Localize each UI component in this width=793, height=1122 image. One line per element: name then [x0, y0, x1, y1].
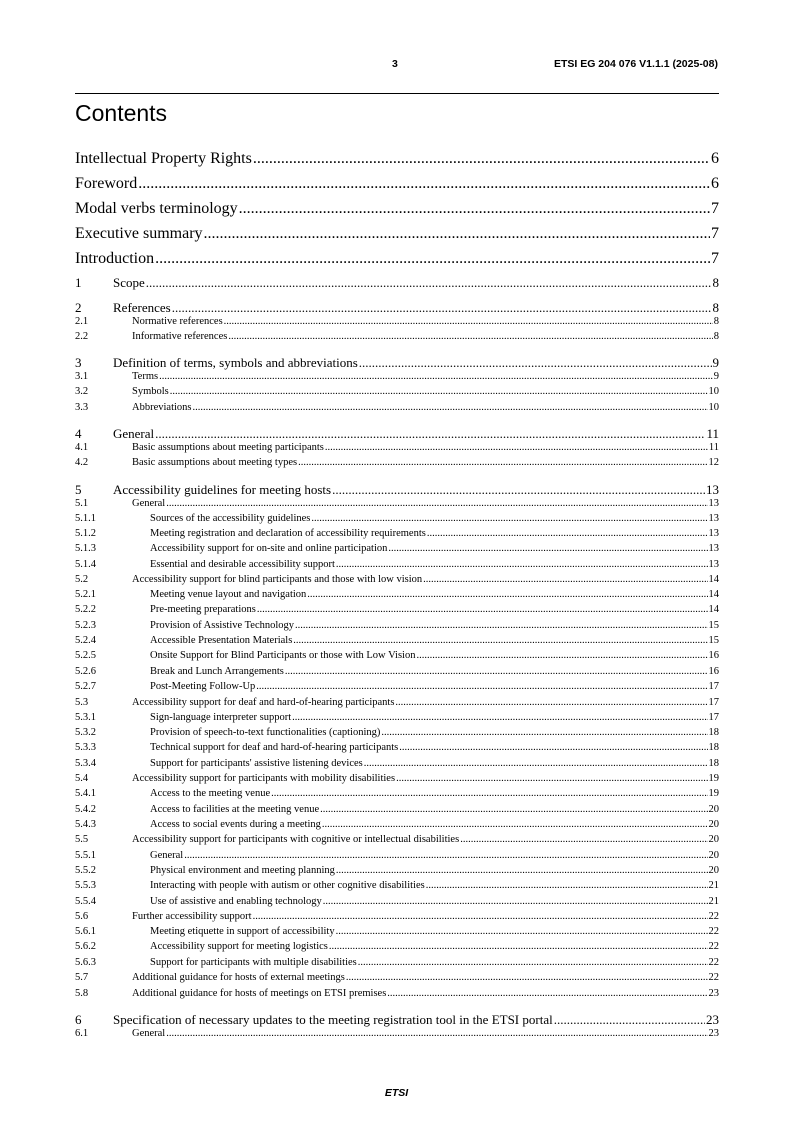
- toc-entry-number: 5.3.1: [75, 712, 96, 723]
- toc-entry[interactable]: [75, 865, 719, 878]
- toc-entry[interactable]: [75, 988, 719, 1001]
- toc-entry-page: 13: [708, 559, 719, 570]
- toc-entry[interactable]: [75, 200, 719, 218]
- toc-leader-dots: [293, 635, 707, 646]
- toc-entry[interactable]: [75, 559, 719, 572]
- toc-entry-number: 1: [75, 275, 82, 290]
- toc-entry[interactable]: [75, 896, 719, 909]
- toc-entry-title: Support for participants with multiple disabilities: [150, 957, 357, 968]
- toc-entry-page: 14: [708, 589, 719, 600]
- toc-entry-title: General: [113, 426, 155, 441]
- toc-entry[interactable]: [75, 620, 719, 633]
- toc-entry-title: Meeting registration and declaration of accessibility requirements: [150, 528, 426, 539]
- toc-leader-dots: [155, 426, 705, 442]
- toc-entry-title: General: [132, 498, 166, 509]
- toc-entry-title: Meeting etiquette in support of accessibility: [150, 926, 335, 937]
- toc-entry[interactable]: [75, 513, 719, 526]
- page-title: Contents: [75, 100, 168, 126]
- toc-entry[interactable]: [75, 804, 719, 817]
- toc-entry-title: Accessibility support for blind participants and those with low vision: [132, 574, 423, 585]
- toc-entry-title: Scope: [113, 275, 145, 290]
- toc-entry-page: 8: [713, 331, 719, 342]
- toc-leader-dots: [159, 371, 713, 382]
- toc-entry-page: 15: [708, 620, 719, 631]
- toc-entry-title: Post-Meeting Follow-Up: [150, 681, 256, 692]
- toc-entry[interactable]: [75, 880, 719, 893]
- toc-entry-page: 16: [708, 650, 719, 661]
- toc-leader-dots: [253, 150, 710, 168]
- toc-entry-title: Provision of Assistive Technology: [150, 620, 295, 631]
- toc-entry[interactable]: [75, 834, 719, 847]
- toc-leader-dots: [416, 650, 707, 661]
- toc-leader-dots: [295, 620, 707, 631]
- toc-entry-title: Terms: [132, 371, 159, 382]
- toc-entry-number: 5.6: [75, 911, 89, 922]
- toc-entry-number: 5.5.4: [75, 896, 96, 907]
- toc-entry-number: 5.6.2: [75, 941, 96, 952]
- toc-entry[interactable]: [75, 386, 719, 399]
- toc-leader-dots: [298, 457, 707, 468]
- toc-entry[interactable]: [75, 712, 719, 725]
- toc-entry-page: 19: [708, 788, 719, 799]
- toc-entry[interactable]: [75, 402, 719, 415]
- toc-entry-title: Accessibility support for deaf and hard-of-hearing participants: [132, 697, 395, 708]
- toc-leader-dots: [155, 250, 710, 268]
- toc-leader-dots: [387, 988, 707, 999]
- toc-entry[interactable]: [75, 426, 719, 442]
- toc-entry-number: 5.2.1: [75, 589, 96, 600]
- toc-entry-page: 13: [708, 528, 719, 539]
- toc-entry-page: 13: [708, 543, 719, 554]
- toc-entry-number: 4.2: [75, 457, 89, 468]
- toc-leader-dots: [346, 972, 708, 983]
- toc-leader-dots: [170, 386, 708, 397]
- toc-entry[interactable]: [75, 482, 719, 498]
- toc-entry[interactable]: [75, 150, 719, 168]
- toc-leader-dots: [332, 482, 705, 498]
- toc-entry-title: Foreword: [75, 175, 138, 192]
- toc-entry-number: 5.2: [75, 574, 89, 585]
- toc-entry-title: Normative references: [132, 316, 223, 327]
- toc-leader-dots: [224, 316, 713, 327]
- toc-entry-number: 5.1.3: [75, 543, 96, 554]
- toc-entry[interactable]: [75, 498, 719, 511]
- toc-entry-page: 10: [708, 386, 719, 397]
- toc-entry-number: 5.5.3: [75, 880, 96, 891]
- toc-entry[interactable]: [75, 697, 719, 710]
- toc-entry-title: Accessibility guidelines for meeting hosts: [113, 482, 332, 497]
- toc-entry[interactable]: [75, 788, 719, 801]
- toc-leader-dots: [381, 727, 707, 738]
- toc-entry[interactable]: [75, 819, 719, 832]
- toc-leader-dots: [292, 712, 707, 723]
- toc-leader-dots: [307, 589, 707, 600]
- toc-entry-page: 13: [708, 498, 719, 509]
- toc-entry[interactable]: [75, 331, 719, 344]
- toc-entry-page: 22: [708, 957, 719, 968]
- toc-entry-number: 5.8: [75, 988, 89, 999]
- toc-entry-title: Additional guidance for hosts of meetings on ETSI premises: [132, 988, 387, 999]
- toc-entry-page: 21: [708, 896, 719, 907]
- toc-entry-page: 18: [708, 727, 719, 738]
- toc-entry-title: Pre-meeting preparations: [150, 604, 256, 615]
- toc-entry-page: 23: [708, 1028, 719, 1039]
- toc-entry-title: Onsite Support for Blind Participants or those with Low Vision: [150, 650, 416, 661]
- toc-leader-dots: [204, 225, 710, 243]
- toc-entry-page: 21: [708, 880, 719, 891]
- toc-entry[interactable]: [75, 941, 719, 954]
- toc-entry-title: Accessibility support for on-site and online participation: [150, 543, 388, 554]
- toc-entry-number: 5.7: [75, 972, 89, 983]
- toc-leader-dots: [239, 200, 710, 218]
- toc-entry[interactable]: [75, 1012, 719, 1028]
- toc-entry[interactable]: [75, 972, 719, 985]
- toc-entry-page: 20: [708, 850, 719, 861]
- toc-entry-page: 7: [711, 250, 719, 267]
- toc-entry-page: 22: [708, 972, 719, 983]
- toc-entry-number: 5.4.2: [75, 804, 96, 815]
- toc-entry-title: Additional guidance for hosts of external meetings: [132, 972, 345, 983]
- toc-entry-page: 22: [708, 911, 719, 922]
- toc-entry[interactable]: [75, 528, 719, 541]
- toc-entry-page: 23: [706, 1012, 719, 1027]
- toc-leader-dots: [271, 788, 707, 799]
- toc-leader-dots: [311, 513, 707, 524]
- toc-entry-page: 13: [708, 513, 719, 524]
- toc-entry-page: 11: [708, 442, 719, 453]
- toc-entry-number: 5.1: [75, 498, 89, 509]
- toc-entry-title: Further accessibility support: [132, 911, 252, 922]
- toc-leader-dots: [228, 331, 712, 342]
- toc-entry-title: Introduction: [75, 250, 155, 267]
- toc-entry-title: Physical environment and meeting planning: [150, 865, 335, 876]
- toc-entry-title: Informative references: [132, 331, 228, 342]
- toc-entry[interactable]: [75, 926, 719, 939]
- toc-entry-number: 3.1: [75, 371, 89, 382]
- toc-entry-title: Meeting venue layout and navigation: [150, 589, 307, 600]
- toc-entry[interactable]: [75, 371, 719, 384]
- toc-leader-dots: [320, 804, 707, 815]
- toc-entry[interactable]: [75, 175, 719, 193]
- toc-leader-dots: [359, 355, 712, 371]
- toc-entry-title: General: [150, 850, 184, 861]
- toc-entry[interactable]: [75, 635, 719, 648]
- toc-entry-title: General: [132, 1028, 166, 1039]
- toc-leader-dots: [336, 865, 708, 876]
- toc-entry-page: 22: [708, 941, 719, 952]
- toc-entry-number: 5.5.2: [75, 865, 96, 876]
- toc-leader-dots: [256, 681, 707, 692]
- toc-entry-title: Intellectual Property Rights: [75, 150, 252, 167]
- toc-entry-page: 20: [708, 865, 719, 876]
- toc-leader-dots: [388, 543, 707, 554]
- toc-entry-title: Break and Lunch Arrangements: [150, 666, 284, 677]
- toc-entry-page: 15: [708, 635, 719, 646]
- toc-entry-number: 5.2.3: [75, 620, 96, 631]
- toc-entry-page: 23: [708, 988, 719, 999]
- toc-leader-dots: [285, 666, 708, 677]
- toc-entry-number: 5.3.2: [75, 727, 96, 738]
- toc-entry-page: 10: [708, 402, 719, 413]
- toc-entry[interactable]: [75, 457, 719, 470]
- toc-entry-page: 17: [708, 697, 719, 708]
- toc-entry-page: 8: [712, 300, 719, 315]
- toc-entry-page: 19: [708, 773, 719, 784]
- toc-leader-dots: [396, 773, 707, 784]
- toc-entry[interactable]: [75, 650, 719, 663]
- toc-entry-title: Access to the meeting venue: [150, 788, 271, 799]
- toc-entry[interactable]: [75, 1028, 719, 1041]
- toc-entry[interactable]: [75, 543, 719, 556]
- header-page-number: 3: [392, 58, 398, 70]
- toc-entry[interactable]: [75, 850, 719, 863]
- toc-entry-number: 5.5: [75, 834, 89, 845]
- toc-entry[interactable]: [75, 442, 719, 455]
- toc-entry-page: 9: [713, 371, 719, 382]
- toc-entry-number: 5.2.2: [75, 604, 96, 615]
- toc-entry-page: 18: [708, 742, 719, 753]
- toc-leader-dots: [336, 559, 708, 570]
- toc-entry-page: 20: [708, 834, 719, 845]
- toc-entry-page: 17: [708, 681, 719, 692]
- toc-leader-dots: [358, 957, 708, 968]
- toc-entry[interactable]: [75, 355, 719, 371]
- toc-entry[interactable]: [75, 758, 719, 771]
- toc-entry-number: 5.3.3: [75, 742, 96, 753]
- toc-entry-number: 5.5.1: [75, 850, 96, 861]
- toc-entry-page: 12: [708, 457, 719, 468]
- toc-entry-title: Accessibility support for participants with cognitive or intellectual disabilities: [132, 834, 460, 845]
- toc-leader-dots: [325, 442, 708, 453]
- toc-entry-title: Technical support for deaf and hard-of-hearing participants: [150, 742, 399, 753]
- toc-entry-number: 5.6.3: [75, 957, 96, 968]
- toc-leader-dots: [184, 850, 707, 861]
- toc-entry[interactable]: [75, 773, 719, 786]
- toc-entry-page: 6: [711, 175, 719, 192]
- toc-entry-page: 8: [712, 275, 719, 290]
- toc-leader-dots: [193, 402, 708, 413]
- toc-entry-title: Accessible Presentation Materials: [150, 635, 293, 646]
- toc-leader-dots: [172, 300, 712, 316]
- toc-entry-title: Use of assistive and enabling technology: [150, 896, 322, 907]
- header-rule: [75, 93, 719, 94]
- toc-entry-number: 5.1.4: [75, 559, 96, 570]
- toc-entry-number: 5.4: [75, 773, 89, 784]
- toc-entry-number: 4.1: [75, 442, 89, 453]
- toc-entry-title: Accessibility support for participants with mobility disabilities: [132, 773, 396, 784]
- toc-leader-dots: [146, 275, 712, 291]
- toc-entry-page: 6: [711, 150, 719, 167]
- toc-entry-number: 6: [75, 1012, 82, 1027]
- toc-leader-dots: [166, 498, 707, 509]
- toc-entry-page: 20: [708, 819, 719, 830]
- toc-entry-title: Basic assumptions about meeting types: [132, 457, 298, 468]
- toc-entry-title: Provision of speech-to-text functionalities (captioning): [150, 727, 381, 738]
- toc-entry[interactable]: [75, 666, 719, 679]
- toc-entry-title: Essential and desirable accessibility support: [150, 559, 335, 570]
- toc-entry-number: 5.4.1: [75, 788, 96, 799]
- toc-entry-number: 5.2.6: [75, 666, 96, 677]
- toc-leader-dots: [166, 1028, 707, 1039]
- toc-entry-title: Abbreviations: [132, 402, 192, 413]
- toc-entry-title: Access to facilities at the meeting venue: [150, 804, 320, 815]
- toc-entry-title: Basic assumptions about meeting participants: [132, 442, 324, 453]
- toc-entry-number: 5.2.5: [75, 650, 96, 661]
- toc-entry-page: 7: [711, 200, 719, 217]
- toc-entry-number: 3.2: [75, 386, 89, 397]
- toc-entry-title: Executive summary: [75, 225, 203, 242]
- toc-entry[interactable]: [75, 589, 719, 602]
- toc-entry-title: Definition of terms, symbols and abbreviations: [113, 355, 358, 370]
- toc-entry-number: 6.1: [75, 1028, 89, 1039]
- toc-leader-dots: [253, 911, 708, 922]
- toc-entry-number: 4: [75, 426, 82, 441]
- toc-entry-number: 5.1.1: [75, 513, 96, 524]
- toc-leader-dots: [138, 175, 710, 193]
- toc-entry[interactable]: [75, 300, 719, 316]
- toc-leader-dots: [426, 880, 708, 891]
- toc-entry-title: Support for participants' assistive listening devices: [150, 758, 363, 769]
- toc-entry-number: 5.3.4: [75, 758, 96, 769]
- toc-entry[interactable]: [75, 604, 719, 617]
- toc-entry[interactable]: [75, 681, 719, 694]
- toc-entry[interactable]: [75, 250, 719, 268]
- toc-entry-number: 5.4.3: [75, 819, 96, 830]
- toc-leader-dots: [427, 528, 708, 539]
- toc-entry-title: Interacting with people with autism or other cognitive disabilities: [150, 880, 425, 891]
- toc-entry-title: Symbols: [132, 386, 169, 397]
- toc-leader-dots: [395, 697, 707, 708]
- toc-entry-number: 2.1: [75, 316, 89, 327]
- toc-leader-dots: [257, 604, 708, 615]
- toc-entry-number: 2.2: [75, 331, 89, 342]
- toc-leader-dots: [423, 574, 707, 585]
- toc-leader-dots: [322, 819, 708, 830]
- toc-entry-number: 5: [75, 482, 82, 497]
- toc-entry-page: 9: [712, 355, 719, 370]
- toc-entry-number: 5.1.2: [75, 528, 96, 539]
- toc-entry-page: 16: [708, 666, 719, 677]
- toc-entry[interactable]: [75, 225, 719, 243]
- toc-entry-title: Specification of necessary updates to the meeting registration tool in the ETSI portal: [113, 1012, 553, 1027]
- toc-entry-number: 5.6.1: [75, 926, 96, 937]
- toc-leader-dots: [460, 834, 707, 845]
- toc-entry-title: Modal verbs terminology: [75, 200, 238, 217]
- toc-entry[interactable]: [75, 727, 719, 740]
- toc-entry-title: References: [113, 300, 171, 315]
- toc-entry-number: 2: [75, 300, 82, 315]
- toc-entry-number: 5.2.7: [75, 681, 96, 692]
- header-document-id: ETSI EG 204 076 V1.1.1 (2025-08): [553, 58, 718, 70]
- toc-entry[interactable]: [75, 275, 719, 291]
- toc-entry-title: Access to social events during a meeting: [150, 819, 321, 830]
- toc-entry-page: 8: [713, 316, 719, 327]
- toc-entry-page: 11: [706, 426, 719, 441]
- toc-entry-number: 5.3: [75, 697, 89, 708]
- toc-entry-page: 14: [708, 604, 719, 615]
- toc-leader-dots: [323, 896, 708, 907]
- toc-entry-page: 22: [708, 926, 719, 937]
- toc-entry[interactable]: [75, 911, 719, 924]
- toc-entry-page: 14: [708, 574, 719, 585]
- toc-leader-dots: [554, 1012, 705, 1028]
- footer-etsi: ETSI: [384, 1087, 409, 1099]
- toc-leader-dots: [336, 926, 708, 937]
- toc-leader-dots: [399, 742, 707, 753]
- toc-entry-number: 3: [75, 355, 82, 370]
- toc-entry-page: 20: [708, 804, 719, 815]
- toc-entry-number: 5.2.4: [75, 635, 96, 646]
- toc-leader-dots: [364, 758, 708, 769]
- toc-leader-dots: [329, 941, 708, 952]
- toc-entry-title: Sign-language interpreter support: [150, 712, 292, 723]
- toc-entry[interactable]: [75, 574, 719, 587]
- toc-entry-page: 7: [711, 225, 719, 242]
- toc-entry[interactable]: [75, 742, 719, 755]
- toc-entry[interactable]: [75, 957, 719, 970]
- toc-entry[interactable]: [75, 316, 719, 329]
- toc-entry-title: Accessibility support for meeting logistics: [150, 941, 328, 952]
- toc-entry-page: 18: [708, 758, 719, 769]
- toc-entry-page: 13: [706, 482, 719, 497]
- toc-entry-page: 17: [708, 712, 719, 723]
- toc-entry-title: Sources of the accessibility guidelines: [150, 513, 311, 524]
- toc-entry-number: 3.3: [75, 402, 89, 413]
